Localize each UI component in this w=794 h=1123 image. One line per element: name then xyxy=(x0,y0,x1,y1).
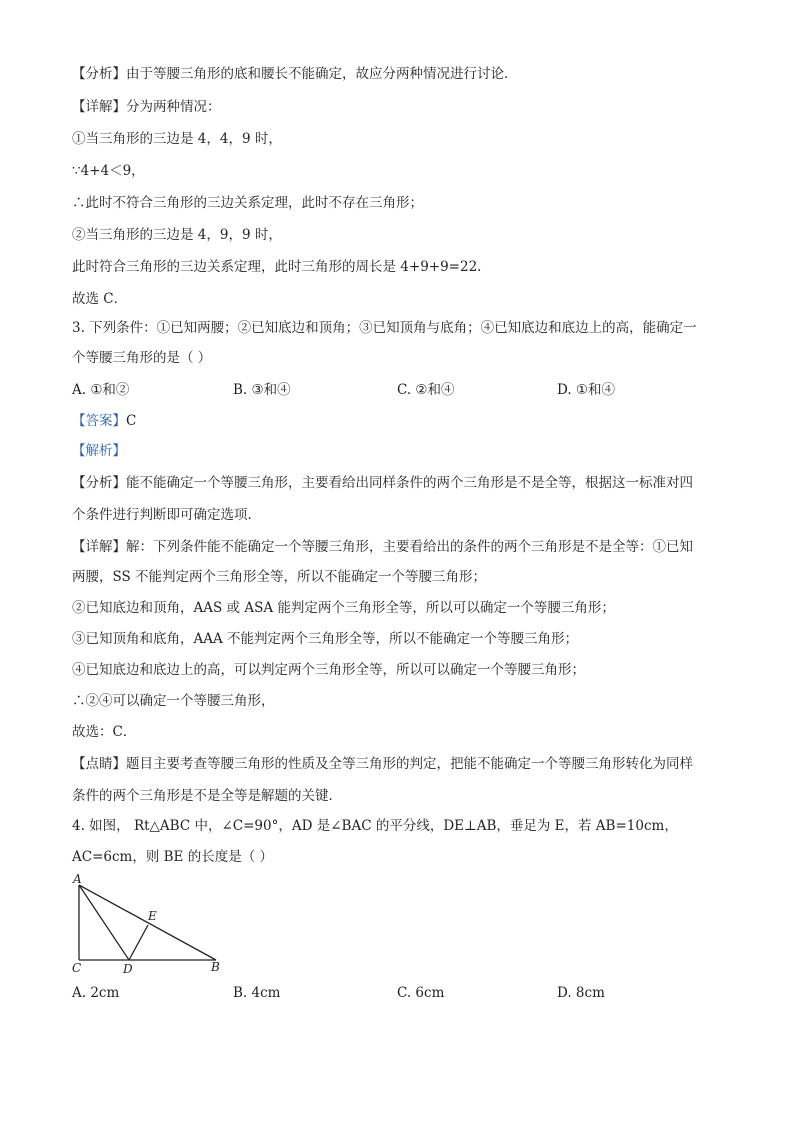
q3-detail-line1: 【详解】解：下列条件能不能确定一个等腰三角形，主要看给出的条件的两个三角形是不是全等：①已知 xyxy=(72,539,693,555)
q3-comment-line2: 条件的两个三角形是不是全等是解题的关键． xyxy=(72,788,342,804)
q3-option-b: B. ③和④ xyxy=(233,382,291,398)
q3-analysis-line2: 个条件进行判断即可确定选项． xyxy=(72,507,261,523)
q4-option-c: C. 6cm xyxy=(397,985,445,1001)
q2-case2: ②当三角形的三边是 4，9，9 时， xyxy=(72,227,282,243)
q2-choice: 故选 C． xyxy=(72,291,128,307)
q3-option-d: D. ①和④ xyxy=(557,382,616,398)
label-c: C xyxy=(72,961,82,975)
q3-comment-line1: 【点睛】题目主要考查等腰三角形的性质及全等三角形的判定，把能不能确定一个等腰三角形转化为同样 xyxy=(72,756,693,772)
q2-case2-conclusion: 此时符合三角形的三边关系定理，此时三角形的周长是 4+9+9=22. xyxy=(72,259,482,275)
q3-detail-line5: ④已知底边和底边上的高，可以判定两个三角形全等，所以可以确定一个等腰三角形； xyxy=(72,662,585,678)
label-d: D xyxy=(123,962,133,976)
q3-detail-line2: 两腰，SS 不能判定两个三角形全等，所以不能确定一个等腰三角形； xyxy=(72,569,487,585)
q3-analysis-line1: 【分析】能不能确定一个等腰三角形，主要看给出同样条件的两个三角形是不是全等，根据这一标准对四 xyxy=(72,475,693,491)
triangle-figure xyxy=(68,870,238,980)
answer-value: C xyxy=(126,413,137,429)
q3-jiexi-tag: 【解析】 xyxy=(72,443,126,459)
q4-option-d: D. 8cm xyxy=(557,985,605,1001)
segment-de xyxy=(129,925,148,960)
q3-detail-line4: ③已知顶角和底角，AAA 不能判定两个三角形全等，所以不能确定一个等腰三角形； xyxy=(72,631,579,647)
q2-because: ∵4+4＜9， xyxy=(72,163,145,179)
q3-detail-line6: ∴②④可以确定一个等腰三角形， xyxy=(72,693,275,709)
q3-detail-line3: ②已知底边和顶角，AAS 或 ASA 能判定两个三角形全等，所以可以确定一个等腰三角形； xyxy=(72,600,615,616)
segment-ad xyxy=(79,885,129,960)
q4-option-a: A. 2cm xyxy=(72,985,120,1001)
q2-detail: 【详解】分为两种情况： xyxy=(72,99,221,115)
q3-answer xyxy=(72,411,136,431)
q3-option-c: C. ②和④ xyxy=(397,382,455,398)
q4-stem-line2: AC=6cm，则 BE 的长度是（ ） xyxy=(72,849,273,865)
label-e: E xyxy=(148,909,157,923)
q4-stem-line1: 4. 如图， Rt△ABC 中，∠C=90°，AD 是∠BAC 的平分线，DE⊥AB，垂足为 E，若 AB=10cm， xyxy=(72,818,678,834)
q3-option-a: A. ①和② xyxy=(72,382,130,398)
q2-case1: ①当三角形的三边是 4，4，9 时， xyxy=(72,131,282,147)
q4-option-b: B. 4cm xyxy=(233,985,281,1001)
q2-analysis: 【分析】由于等腰三角形的底和腰长不能确定，故应分两种情况进行讨论． xyxy=(72,66,518,82)
label-b: B xyxy=(211,960,220,974)
label-a: A xyxy=(73,872,82,886)
q2-case1-conclusion: ∴此时不符合三角形的三边关系定理，此时不存在三角形； xyxy=(72,195,423,211)
q3-choice: 故选：C． xyxy=(72,724,137,740)
answer-tag: 【答案】 xyxy=(72,413,126,429)
q3-stem-line2: 个等腰三角形的是（ ） xyxy=(72,350,212,366)
q3-stem-line1: 3. 下列条件：①已知两腰；②已知底边和顶角；③已知顶角与底角；④已知底边和底边上的高，能确定一 xyxy=(72,320,697,336)
